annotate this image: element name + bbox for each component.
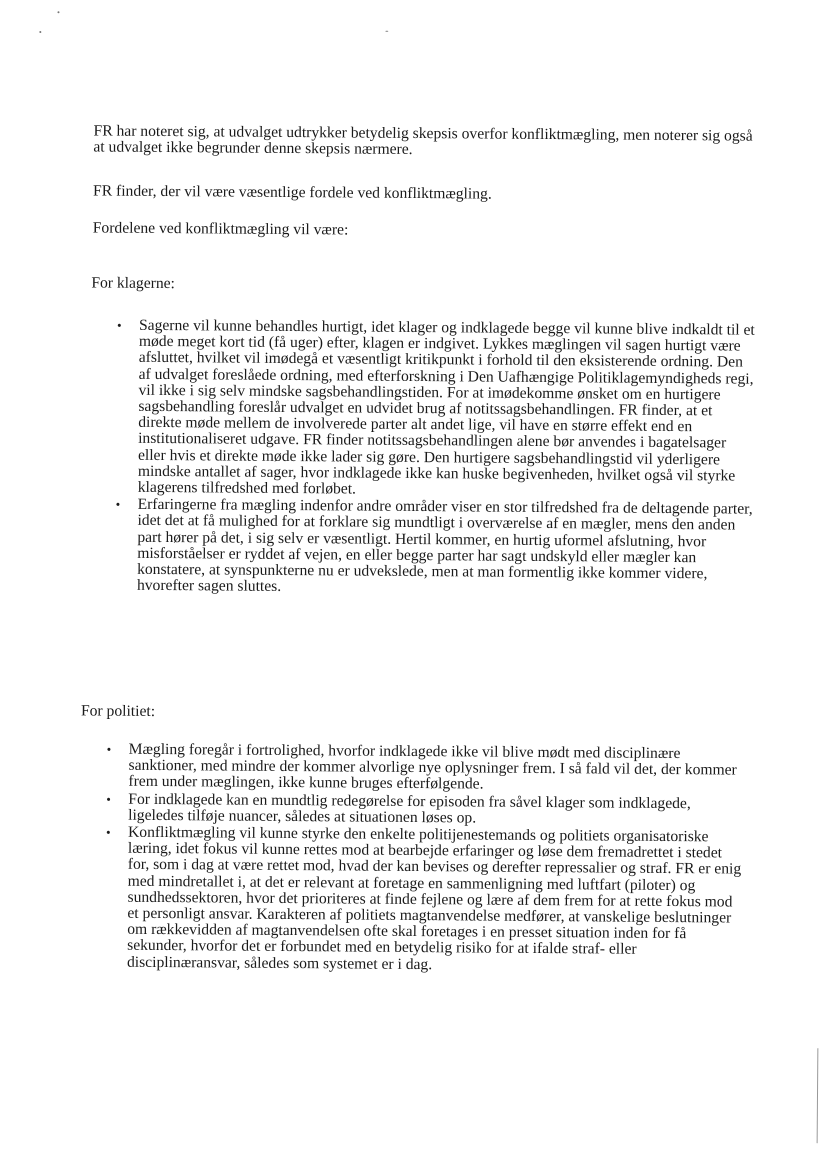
list-item-text: Sagerne vil kunne behandles hurtigt, idet klager og indklagede begge vil kunne blive indkaldt til et møde meget kort tid (få uger) efter, klagen er indgivet. Lykkes mæglingen vil sagen hurtigt være afsluttet, hvilket vil imødegå et væsentligt kritikpunkt i forhold til den eksisterende ordning. Den af udvalget foreslåede ordning, med efterforskning i Den Uafhængige Politiklagemyndigheds regi, vil ikke i sig selv mindske sagsbehandlingstiden. For at imødekomme ønsket om en hurtigere sagsbehandling foreslår udvalget en udvidet brug af notitssagsbehandlingen. FR finder, at et direkte møde mellem de involverede parter alt andet lige, vil have en større effekt end en institutionaliseret udgave. FR finder notitssagsbehandlingen alene bør anvendes i bagatelsager eller hvis et direkte møde ikke lader sig gøre. Den hurtigere sagsbehandlingstid vil yderligere mindske antallet af sager, hvor indklagede ikke kan huske begivenheden, hvilket også vil styrke klagerens tilfredshed med forløbet. [137,316,755,498]
klagerne-list [115,318,755,600]
list-item-text: Mægling foregår i fortrolighed, hvorfor indklagede ikke vil blive mødt med disciplinære sanktioner, med mindre der kommer alvorlige nye oplysninger frem. I så fald vil det, der kommer frem under mæglingen, ikke kunne bruges efterfølgende. [128,740,737,793]
list-item [106,742,742,796]
scan-speck [385,31,388,32]
bullet-icon: • [106,741,112,757]
intro-paragraph-2: FR finder, der vil være væsentlige fordele ved konfliktmægling. [93,182,492,203]
list-item-text: Erfaringerne fra mægling indenfor andre områder viser en stor tilfredshed fra de deltagende parter, idet det at få mulighed for at forklare sig mundtligt i overværelse af en mægler, mens den anden part hører på det, i sig selv er væsentligt. Hertil kommer, en hurtig uformel afslutning, hvor misforståelser er ryddet af vejen, en eller begge parter har sagt undskyld eller mægler kan konstatere, at synspunkterne nu er udvekslede, men at man formentlig ikke kommer videre, hvorefter sagen sluttes. [136,496,753,596]
bullet-icon: • [115,496,121,512]
bullet-icon: • [105,824,111,840]
intro-paragraph-1: FR har noteret sig, at udvalget udtrykker betydelig skepsis overfor konfliktmægling, men noterer sig også at udvalget ikke begrunder denne skepsis nærmere. [93,122,753,159]
list-item [105,825,742,976]
intro-paragraph-3: Fordelene ved konfliktmægling vil være: [92,219,349,239]
scan-speck [39,31,41,33]
bullet-icon: • [116,317,122,333]
bullet-icon: • [106,791,111,807]
scan-speck [57,11,59,13]
section-heading-klagerne: For klagerne: [91,274,176,293]
list-item [106,791,742,828]
section-heading-politiet: For politiet: [80,702,156,720]
list-item-text: For indklagede kan en mundtlig redegørelse for episoden fra såvel klager som indklagede, ligeledes tilføje nuancer, således at situationen løses op. [128,790,691,827]
scan-edge-mark [817,1048,819,1143]
list-item-text: Konfliktmægling vil kunne styrke den enkelte politijenestemands og politiets organisatoriske læring, idet fokus vil kunne rettes mod at bearbejde erfaringer og løse dem fremadrettet i stedet for, som i dag at være rettet mod, hvad der kan bevises og derefter repressalier og straf. FR er enig med mindretallet i, at det er relevant at foretage en sammenligning med luftfart (piloter) og sundhedssektoren, hvor det prioriteres at finde fejlene og lære af dem frem for at rette fokus mod et personligt ansvar. Karakteren af politiets magtanvendelse medfører, at vanskelige beslutninger om rækkevidden af magtanvendelsen ofte skal foretages i en presset situation inden for få sekunder, hvorfor det er forbundet med en betydelig risiko for at ifalde straf- eller disciplinæransvar, således som systemet er i dag. [126,823,742,973]
list-item [115,497,754,599]
politiet-list [105,742,743,977]
list-item [116,318,755,501]
